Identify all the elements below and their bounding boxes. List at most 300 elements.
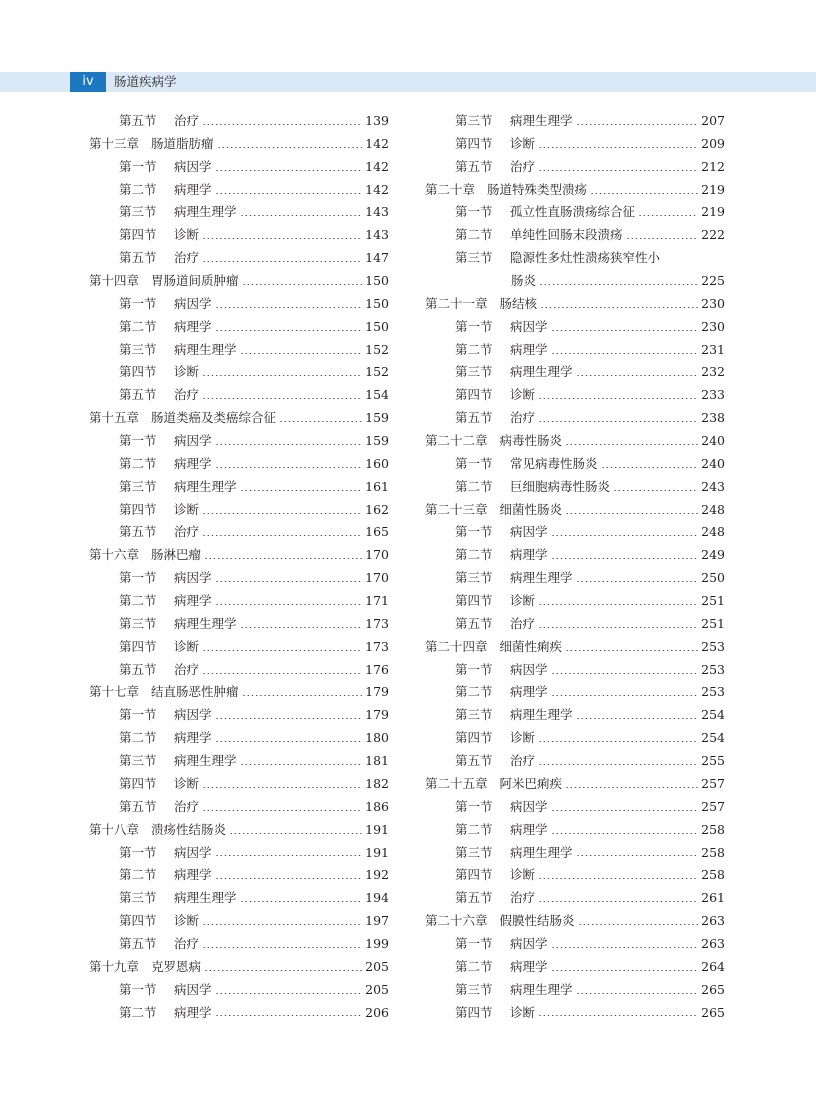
- toc-page-number: 162: [365, 501, 389, 517]
- toc-chapter-entry[interactable]: [425, 179, 725, 202]
- toc-section-entry[interactable]: [425, 750, 725, 773]
- toc-entry-title: 诊断: [174, 364, 200, 380]
- toc-section-entry[interactable]: [89, 316, 389, 339]
- toc-section-entry[interactable]: [425, 567, 725, 590]
- toc-entry-number: 第三节: [455, 707, 493, 723]
- toc-entry-title: 诊断: [174, 638, 200, 654]
- toc-section-entry[interactable]: [425, 613, 725, 636]
- toc-entry-number: 第二节: [455, 958, 493, 974]
- toc-section-entry[interactable]: [89, 887, 389, 910]
- toc-section-entry[interactable]: [425, 956, 725, 979]
- toc-entry-number: 第十五章: [89, 410, 140, 426]
- toc-page-number: 179: [365, 684, 389, 700]
- toc-page-number: 147: [365, 250, 389, 266]
- toc-section-entry[interactable]: [89, 361, 389, 384]
- toc-dot-leader: [202, 924, 362, 925]
- toc-dot-leader: [202, 535, 362, 536]
- toc-dot-leader: [202, 124, 362, 125]
- toc-entry-title: 病理学: [174, 730, 212, 746]
- toc-section-entry[interactable]: [425, 201, 725, 224]
- toc-dot-leader: [240, 764, 363, 765]
- toc-dot-leader: [565, 444, 698, 445]
- toc-page-number: 161: [365, 478, 389, 494]
- toc-page-number: 212: [701, 158, 725, 174]
- toc-section-entry[interactable]: [89, 659, 389, 682]
- toc-page-number: 222: [701, 227, 725, 243]
- toc-entry-title: 假膜性结肠炎: [499, 913, 575, 929]
- toc-chapter-entry[interactable]: [425, 293, 725, 316]
- toc-dot-leader: [538, 741, 698, 742]
- toc-page-number: 173: [365, 615, 389, 631]
- toc-page-number: 225: [701, 273, 725, 289]
- toc-entry-number: 第二十三章: [425, 501, 488, 517]
- toc-entry-title: 诊断: [174, 775, 200, 791]
- toc-chapter-entry[interactable]: [425, 636, 725, 659]
- toc-entry-title: 治疗: [174, 113, 200, 128]
- toc-page-number: 251: [701, 615, 725, 631]
- toc-page-number: 152: [365, 341, 389, 357]
- toc-dot-leader: [551, 810, 699, 811]
- toc-dot-leader: [538, 901, 698, 902]
- toc-entry-title: 病因学: [510, 661, 548, 677]
- toc-page-number: 181: [365, 753, 389, 769]
- toc-section-entry[interactable]: [425, 156, 725, 179]
- toc-page-number: 180: [365, 730, 389, 746]
- toc-section-entry[interactable]: [89, 704, 389, 727]
- toc-section-entry[interactable]: [425, 521, 725, 544]
- toc-dot-leader: [576, 718, 699, 719]
- toc-dot-leader: [202, 947, 362, 948]
- toc-page-number: 261: [701, 890, 725, 906]
- toc-chapter-entry[interactable]: [425, 499, 725, 522]
- toc-dot-leader: [202, 238, 362, 239]
- toc-dot-leader: [242, 284, 363, 285]
- toc-dot-leader: [215, 993, 363, 994]
- toc-section-entry[interactable]: [89, 201, 389, 224]
- toc-entry-title: 克罗恩病: [151, 958, 202, 974]
- toc-entry-title: 治疗: [510, 615, 536, 631]
- toc-dot-leader: [215, 581, 363, 582]
- toc-section-entry[interactable]: [89, 933, 389, 956]
- toc-entry-title: 病因学: [510, 524, 548, 540]
- toc-section-entry[interactable]: [89, 110, 389, 133]
- toc-entry-number: 第四节: [119, 364, 157, 380]
- toc-entry-number: 第十三章: [89, 135, 140, 151]
- toc-entry-title: 病因学: [174, 981, 212, 997]
- toc-entry-title: 诊断: [510, 135, 536, 151]
- toc-section-entry[interactable]: [425, 476, 725, 499]
- toc-dot-leader: [551, 330, 699, 331]
- toc-entry-number: 第三节: [119, 478, 157, 494]
- toc-section-entry[interactable]: [425, 590, 725, 613]
- toc-entry-number: 第十九章: [89, 958, 140, 974]
- toc-entry-title: 病理学: [510, 821, 548, 837]
- toc-chapter-entry[interactable]: [425, 430, 725, 453]
- toc-section-entry[interactable]: [425, 979, 725, 1002]
- toc-entry-title: 病理生理学: [174, 478, 237, 494]
- toc-section-entry[interactable]: [89, 499, 389, 522]
- toc-section-entry[interactable]: [425, 796, 725, 819]
- toc-chapter-entry[interactable]: [89, 544, 389, 567]
- toc-dot-leader: [551, 673, 699, 674]
- toc-entry-number: 第五节: [119, 113, 157, 128]
- toc-section-entry[interactable]: [89, 727, 389, 750]
- toc-section-entry[interactable]: [425, 361, 725, 384]
- toc-section-entry[interactable]: [89, 796, 389, 819]
- toc-left-column: [89, 110, 389, 1024]
- toc-page-number: 150: [365, 273, 389, 289]
- toc-dot-leader: [638, 215, 698, 216]
- toc-entry-number: 第五节: [455, 890, 493, 906]
- toc-entry-number: 第三节: [455, 364, 493, 380]
- toc-page-number: 152: [365, 364, 389, 380]
- toc-section-entry[interactable]: [425, 659, 725, 682]
- toc-dot-leader: [576, 581, 699, 582]
- toc-entry-title: 病理生理学: [174, 615, 237, 631]
- toc-section-entry[interactable]: [89, 384, 389, 407]
- toc-dot-leader: [565, 513, 698, 514]
- toc-page-number: 219: [701, 204, 725, 220]
- toc-entry-title: 肠结核: [499, 295, 538, 311]
- toc-page-number: 160: [365, 455, 389, 471]
- toc-entry-number: 第二十章: [425, 181, 476, 197]
- toc-page-number: 232: [701, 364, 725, 380]
- toc-page-number: 173: [365, 638, 389, 654]
- toc-page-number: 171: [365, 593, 389, 609]
- toc-entry-title: 治疗: [174, 935, 200, 951]
- toc-entry-number: 第五节: [455, 615, 493, 631]
- toc-page-number: 264: [701, 958, 725, 974]
- toc-dot-leader: [538, 604, 698, 605]
- toc-page-number: 240: [701, 455, 725, 471]
- toc-dot-leader: [551, 833, 699, 834]
- toc-entry-number: 第二十一章: [425, 295, 488, 311]
- toc-entry-number: 第一节: [455, 524, 493, 540]
- toc-dot-leader: [551, 535, 699, 536]
- toc-entry-title: 病理生理学: [174, 204, 237, 220]
- toc-section-entry[interactable]: [425, 727, 725, 750]
- toc-section-entry[interactable]: [89, 247, 389, 270]
- toc-entry-number: 第五节: [119, 387, 157, 403]
- toc-entry-title: 病因学: [174, 295, 212, 311]
- toc-chapter-entry[interactable]: [425, 773, 725, 796]
- toc-page-number: 159: [365, 433, 389, 449]
- toc-entry-title: 治疗: [510, 158, 536, 174]
- toc-page-number: 197: [365, 913, 389, 929]
- toc-entry-number: 第四节: [119, 227, 157, 243]
- toc-dot-leader: [565, 650, 698, 651]
- toc-dot-leader: [540, 307, 698, 308]
- toc-section-entry[interactable]: [89, 179, 389, 202]
- toc-entry-number: 第一节: [119, 158, 157, 174]
- toc-entry-number: 第五节: [455, 753, 493, 769]
- toc-section-entry[interactable]: [89, 636, 389, 659]
- toc-page-number: 263: [701, 935, 725, 951]
- toc-chapter-entry[interactable]: [89, 407, 389, 430]
- toc-dot-leader: [613, 490, 698, 491]
- toc-page-number: 199: [365, 935, 389, 951]
- toc-entry-title: 诊断: [174, 501, 200, 517]
- toc-entry-title: 单纯性回肠末段溃疡: [510, 227, 623, 243]
- toc-section-entry[interactable]: [89, 521, 389, 544]
- toc-section-entry[interactable]: [89, 1002, 389, 1025]
- toc-page-number: 230: [701, 295, 725, 311]
- toc-entry-title: 病理学: [174, 318, 212, 334]
- toc-page-number: 205: [365, 958, 389, 974]
- toc-entry-title: 孤立性直肠溃疡综合征: [510, 204, 636, 220]
- toc-section-entry[interactable]: [425, 681, 725, 704]
- toc-entry-number: 第三节: [119, 204, 157, 220]
- toc-page-number: 150: [365, 295, 389, 311]
- toc-section-entry[interactable]: [425, 384, 725, 407]
- toc-chapter-entry[interactable]: [89, 133, 389, 156]
- toc-entry-number: 第一节: [455, 935, 493, 951]
- toc-dot-leader: [215, 170, 363, 171]
- toc-dot-leader: [202, 375, 362, 376]
- toc-dot-leader: [215, 1015, 363, 1016]
- toc-section-entry[interactable]: [89, 750, 389, 773]
- toc-page-number: 254: [701, 707, 725, 723]
- toc-entry-title: 肠道脂肪瘤: [151, 135, 214, 151]
- toc-chapter-entry[interactable]: [89, 819, 389, 842]
- toc-page-number: 257: [701, 775, 725, 791]
- toc-dot-leader: [215, 878, 363, 879]
- toc-section-entry[interactable]: [425, 453, 725, 476]
- toc-entry-title: 诊断: [510, 1004, 536, 1020]
- toc-entry-number: 第二节: [455, 821, 493, 837]
- toc-entry-title: 病理生理学: [510, 844, 573, 860]
- toc-page-number: 191: [365, 821, 389, 837]
- toc-section-entry[interactable]: [425, 819, 725, 842]
- toc-dot-leader: [551, 353, 699, 354]
- toc-dot-leader: [215, 193, 363, 194]
- toc-page-number: 192: [365, 867, 389, 883]
- toc-section-entry[interactable]: [425, 110, 725, 133]
- toc-page-number: 143: [365, 204, 389, 220]
- toc-entry-number: 第一节: [119, 707, 157, 723]
- toc-dot-leader: [242, 695, 363, 696]
- toc-section-entry[interactable]: [89, 453, 389, 476]
- toc-section-entry[interactable]: [89, 979, 389, 1002]
- toc-dot-leader: [202, 673, 362, 674]
- toc-dot-leader: [576, 855, 699, 856]
- toc-section-entry[interactable]: [89, 293, 389, 316]
- toc-dot-leader: [240, 353, 363, 354]
- toc-dot-leader: [202, 513, 362, 514]
- toc-page-number: 248: [701, 524, 725, 540]
- toc-entry-title: 病因学: [174, 707, 212, 723]
- toc-entry-title: 病理学: [174, 1004, 212, 1020]
- toc-page-number: 249: [701, 547, 725, 563]
- toc-entry-title: 病因学: [510, 798, 548, 814]
- toc-entry-number: 第一节: [455, 798, 493, 814]
- toc-section-entry[interactable]: [425, 864, 725, 887]
- toc-page-number: 176: [365, 661, 389, 677]
- toc-page-number: 179: [365, 707, 389, 723]
- toc-entry-number: 第五节: [119, 798, 157, 814]
- toc-section-entry[interactable]: [89, 910, 389, 933]
- toc-entry-title: 病因学: [174, 844, 212, 860]
- toc-entry-number: 第二节: [455, 547, 493, 563]
- toc-entry-number: 第十七章: [89, 684, 140, 700]
- running-header-title: 肠道疾病学: [114, 74, 177, 89]
- toc-section-entry[interactable]: [425, 842, 725, 865]
- toc-section-entry[interactable]: [89, 842, 389, 865]
- toc-dot-leader: [215, 444, 363, 445]
- toc-dot-leader: [240, 901, 363, 902]
- toc-entry-title: 病因学: [510, 935, 548, 951]
- toc-page-number: 250: [701, 570, 725, 586]
- toc-entry-number: 第二节: [119, 593, 157, 609]
- toc-section-entry[interactable]: [89, 590, 389, 613]
- toc-dot-leader: [551, 970, 699, 971]
- toc-section-entry[interactable]: [425, 339, 725, 362]
- toc-page-number: 150: [365, 318, 389, 334]
- toc-dot-leader: [204, 970, 362, 971]
- toc-entry-title: 病理学: [174, 593, 212, 609]
- toc-entry-number: 第四节: [455, 1004, 493, 1020]
- toc-entry-title: 治疗: [510, 410, 536, 426]
- toc-section-entry[interactable]: [425, 316, 725, 339]
- toc-page-number: 240: [701, 433, 725, 449]
- toc-page-number: 254: [701, 730, 725, 746]
- toc-entry-title: 治疗: [174, 524, 200, 540]
- toc-entry-number: 第一节: [455, 455, 493, 471]
- toc-section-entry[interactable]: [89, 864, 389, 887]
- toc-dot-leader: [578, 924, 699, 925]
- toc-entry-title: 诊断: [174, 227, 200, 243]
- toc-section-entry[interactable]: [89, 567, 389, 590]
- toc-page-number: 263: [701, 913, 725, 929]
- toc-entry-title: 病理生理学: [510, 707, 573, 723]
- toc-entry-title: 病理学: [174, 181, 212, 197]
- toc-section-entry[interactable]: [89, 156, 389, 179]
- toc-dot-leader: [215, 307, 363, 308]
- toc-page-number: 251: [701, 593, 725, 609]
- toc-dot-leader: [576, 993, 699, 994]
- toc-dot-leader: [576, 124, 699, 125]
- toc-entry-number: 第二十二章: [425, 433, 488, 449]
- toc-entry-title: 治疗: [510, 890, 536, 906]
- toc-entry-number: 第三节: [119, 890, 157, 906]
- toc-section-entry[interactable]: [89, 430, 389, 453]
- toc-page-number: 207: [701, 113, 725, 128]
- toc-section-entry[interactable]: [425, 933, 725, 956]
- toc-section-entry[interactable]: [425, 247, 725, 270]
- toc-section-entry[interactable]: [89, 773, 389, 796]
- toc-entry-number: 第一节: [119, 981, 157, 997]
- toc-entry-number: 第二节: [455, 227, 493, 243]
- toc-chapter-entry[interactable]: [89, 681, 389, 704]
- toc-section-entry[interactable]: [89, 339, 389, 362]
- toc-dot-leader: [538, 878, 698, 879]
- toc-entry-number: 第四节: [455, 135, 493, 151]
- toc-page-number: 194: [365, 890, 389, 906]
- toc-section-entry[interactable]: [425, 887, 725, 910]
- toc-section-entry[interactable]: [425, 1002, 725, 1025]
- toc-page-number: 165: [365, 524, 389, 540]
- toc-chapter-entry[interactable]: [425, 910, 725, 933]
- toc-entry-number: 第三节: [455, 570, 493, 586]
- toc-page-number: 233: [701, 387, 725, 403]
- toc-entry-title: 肠道特殊类型溃疡: [487, 181, 588, 197]
- toc-entry-number: 第四节: [455, 867, 493, 883]
- toc-section-entry[interactable]: [89, 224, 389, 247]
- toc-entry-number: 第三节: [455, 250, 493, 266]
- toc-entry-number: 第一节: [119, 295, 157, 311]
- toc-entry-number: 第二节: [455, 684, 493, 700]
- toc-entry-title: 诊断: [510, 730, 536, 746]
- toc-entry-number: 第一节: [455, 661, 493, 677]
- toc-entry-number: 第一节: [455, 318, 493, 334]
- toc-section-entry[interactable]: [425, 224, 725, 247]
- toc-entry-title: 病毒性肠炎: [499, 433, 563, 449]
- toc-entry-title: 溃疡性结肠炎: [151, 821, 227, 837]
- toc-dot-leader: [590, 193, 698, 194]
- toc-entry-title: 治疗: [174, 387, 200, 403]
- toc-entry-title: 病理生理学: [510, 570, 573, 586]
- toc-page-number: 170: [365, 547, 389, 563]
- toc-dot-leader: [215, 330, 363, 331]
- toc-entry-title: 肠炎: [511, 273, 537, 289]
- toc-entry-title: 诊断: [510, 867, 536, 883]
- toc-entry-number: 第三节: [455, 113, 493, 128]
- toc-entry-number: 第五节: [455, 410, 493, 426]
- toc-chapter-entry[interactable]: [89, 956, 389, 979]
- toc-page-number: 182: [365, 775, 389, 791]
- toc-dot-leader: [202, 650, 362, 651]
- toc-page-number: 154: [365, 387, 389, 403]
- toc-entry-number: 第四节: [455, 593, 493, 609]
- toc-dot-leader: [202, 787, 362, 788]
- toc-entry-title: 诊断: [174, 913, 200, 929]
- page-number-badge: iv: [70, 72, 106, 92]
- toc-dot-leader: [551, 947, 699, 948]
- toc-page-number: 258: [701, 821, 725, 837]
- toc-page-number: 170: [365, 570, 389, 586]
- toc-page-number: 253: [701, 661, 725, 677]
- toc-dot-leader: [551, 558, 699, 559]
- toc-section-entry[interactable]: [425, 270, 725, 293]
- toc-section-entry[interactable]: [425, 407, 725, 430]
- toc-dot-leader: [576, 375, 699, 376]
- toc-entry-number: 第二节: [455, 341, 493, 357]
- toc-page-number: 209: [701, 135, 725, 151]
- toc-section-entry[interactable]: [89, 613, 389, 636]
- toc-dot-leader: [215, 855, 363, 856]
- toc-entry-title: 病因学: [510, 318, 548, 334]
- toc-entry-number: 第一节: [119, 570, 157, 586]
- toc-entry-title: 常见病毒性肠炎: [510, 455, 598, 471]
- toc-dot-leader: [215, 741, 363, 742]
- toc-dot-leader: [204, 558, 362, 559]
- toc-entry-number: 第二节: [119, 730, 157, 746]
- toc-page-number: 258: [701, 867, 725, 883]
- toc-section-entry[interactable]: [425, 544, 725, 567]
- toc-section-entry[interactable]: [425, 704, 725, 727]
- toc-chapter-entry[interactable]: [89, 270, 389, 293]
- toc-entry-title: 结直肠恶性肿瘤: [151, 684, 239, 700]
- toc-section-entry[interactable]: [89, 476, 389, 499]
- toc-entry-title: 病理生理学: [174, 890, 237, 906]
- toc-entry-number: 第五节: [455, 158, 493, 174]
- toc-dot-leader: [229, 833, 362, 834]
- toc-section-entry[interactable]: [425, 133, 725, 156]
- toc-entry-number: 第四节: [455, 387, 493, 403]
- toc-entry-title: 细菌性肠炎: [499, 501, 563, 517]
- toc-entry-number: 第二节: [119, 181, 157, 197]
- toc-entry-number: 第二节: [119, 318, 157, 334]
